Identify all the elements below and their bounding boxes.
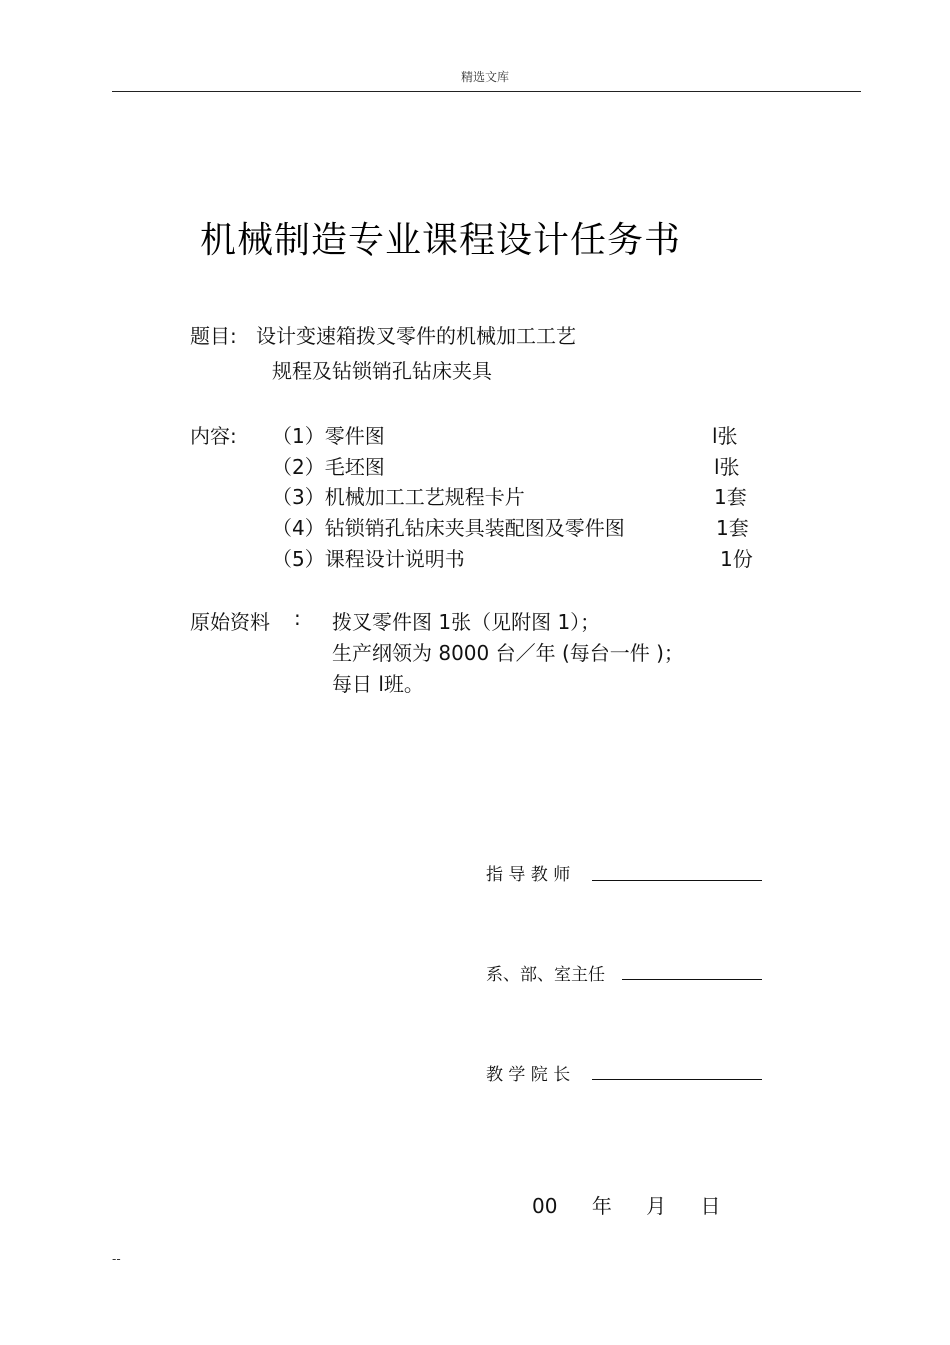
source-line-2: 生产纲领为 8000 台／年 (每台一件 )；	[332, 641, 684, 665]
dean-label: 教 学 院 长	[486, 1065, 571, 1085]
department-head-label: 系、部、室主任	[486, 965, 605, 985]
header-rule	[112, 91, 861, 92]
content-item-text: （2）毛坯图	[272, 455, 385, 479]
advisor-label: 指 导 教 师	[486, 865, 571, 885]
footer-mark: --	[112, 1252, 121, 1266]
content-item-qty: l张	[712, 424, 738, 448]
dean-signature-line	[592, 1079, 762, 1080]
content-item-qty: l张	[714, 455, 740, 479]
advisor-signature-line	[592, 880, 762, 881]
header-title: 精选文库	[460, 70, 509, 84]
date-year: 年	[591, 1194, 612, 1218]
department-head-signature-line	[622, 979, 762, 980]
content-item-text: （5）课程设计说明书	[272, 547, 465, 571]
source-line-1: 拨叉零件图 1张（见附图 1）；	[332, 610, 601, 634]
source-label: 原始资料	[190, 610, 270, 634]
topic-label: 题目:	[190, 324, 237, 348]
topic-line-1: 设计变速箱拨叉零件的机械加工工艺	[256, 324, 576, 348]
date-month: 月	[646, 1194, 667, 1218]
date-year-value: 00	[532, 1194, 558, 1218]
content-item-text: （4）钻锁销孔钻床夹具装配图及零件图	[272, 516, 625, 540]
date-day: 日	[700, 1194, 721, 1218]
source-colon: :	[294, 606, 301, 630]
document-title: 机械制造专业课程设计任务书	[200, 220, 682, 261]
content-item-qty: 1套	[714, 485, 747, 509]
content-item-qty: 1份	[720, 547, 753, 571]
date-line	[532, 1190, 749, 1219]
source-line-3: 每日 l班。	[332, 672, 424, 696]
content-item-text: （3）机械加工工艺规程卡片	[272, 485, 525, 509]
content-item-qty: 1套	[716, 516, 749, 540]
topic-line-2: 规程及钻锁销孔钻床夹具	[272, 359, 492, 383]
contents-label: 内容:	[190, 424, 237, 448]
content-item-text: （1）零件图	[272, 424, 385, 448]
